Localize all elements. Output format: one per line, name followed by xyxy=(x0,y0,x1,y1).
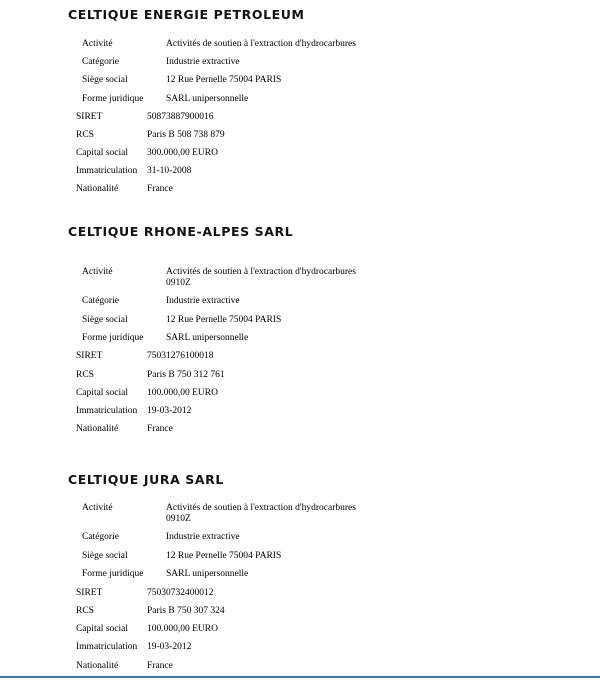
value-immatriculation: 31-10-2008 xyxy=(147,166,192,176)
value-activite-code: 0910Z xyxy=(166,278,191,288)
value-immatriculation: 19-03-2012 xyxy=(147,406,192,416)
label-forme: Forme juridique xyxy=(82,569,144,579)
company-name: CELTIQUE ENERGIE PETROLEUM xyxy=(68,7,305,22)
value-categorie: Industrie extractive xyxy=(166,532,240,542)
label-categorie: Catégorie xyxy=(82,532,119,542)
value-capital: 100.000,00 EURO xyxy=(147,388,218,398)
label-nationalite: Nationalité xyxy=(76,661,119,671)
label-siege: Siège social xyxy=(82,551,128,561)
value-categorie: Industrie extractive xyxy=(166,296,240,306)
value-nationalite: France xyxy=(147,184,173,194)
label-rcs: RCS xyxy=(76,606,94,616)
value-siret: 50873887900016 xyxy=(147,112,214,122)
label-immatriculation: Immatriculation xyxy=(76,642,138,652)
value-nationalite: France xyxy=(147,424,173,434)
company-name: CELTIQUE RHONE-ALPES SARL xyxy=(68,224,294,239)
label-siege: Siège social xyxy=(82,75,128,85)
value-nationalite: France xyxy=(147,661,173,671)
bottom-rule xyxy=(0,676,600,678)
value-siege: 12 Rue Pernelle 75004 PARIS xyxy=(166,75,282,85)
label-capital: Capital social xyxy=(76,624,128,634)
label-siege: Siège social xyxy=(82,315,128,325)
value-capital: 300.000,00 EURO xyxy=(147,148,218,158)
label-activite: Activité xyxy=(82,503,113,513)
label-rcs: RCS xyxy=(76,130,94,140)
value-activite: Activités de soutien à l'extraction d'hydrocarbures xyxy=(166,267,356,277)
value-siret: 75031276100018 xyxy=(147,351,214,361)
label-nationalite: Nationalité xyxy=(76,424,119,434)
label-categorie: Catégorie xyxy=(82,57,119,67)
label-rcs: RCS xyxy=(76,370,94,380)
label-nationalite: Nationalité xyxy=(76,184,119,194)
label-forme: Forme juridique xyxy=(82,94,144,104)
value-immatriculation: 19-03-2012 xyxy=(147,642,192,652)
value-forme: SARL unipersonnelle xyxy=(166,94,249,104)
value-forme: SARL unipersonnelle xyxy=(166,569,249,579)
label-capital: Capital social xyxy=(76,148,128,158)
label-activite: Activité xyxy=(82,267,113,277)
label-activite: Activité xyxy=(82,39,113,49)
value-siege: 12 Rue Pernelle 75004 PARIS xyxy=(166,551,282,561)
value-capital: 100.000,00 EURO xyxy=(147,624,218,634)
value-rcs: Paris B 750 312 761 xyxy=(147,370,225,380)
value-categorie: Industrie extractive xyxy=(166,57,240,67)
value-activite: Activités de soutien à l'extraction d'hydrocarbures xyxy=(166,39,356,49)
value-rcs: Paris B 750 307 324 xyxy=(147,606,225,616)
label-siret: SIRET xyxy=(76,351,103,361)
label-siret: SIRET xyxy=(76,588,103,598)
label-categorie: Catégorie xyxy=(82,296,119,306)
value-rcs: Paris B 508 738 879 xyxy=(147,130,225,140)
value-siret: 75030732400012 xyxy=(147,588,214,598)
label-immatriculation: Immatriculation xyxy=(76,166,138,176)
value-siege: 12 Rue Pernelle 75004 PARIS xyxy=(166,315,282,325)
label-forme: Forme juridique xyxy=(82,333,144,343)
label-capital: Capital social xyxy=(76,388,128,398)
value-activite-code: 0910Z xyxy=(166,514,191,524)
company-name: CELTIQUE JURA SARL xyxy=(68,472,224,487)
value-activite: Activités de soutien à l'extraction d'hydrocarbures xyxy=(166,503,356,513)
label-immatriculation: Immatriculation xyxy=(76,406,138,416)
value-forme: SARL unipersonnelle xyxy=(166,333,249,343)
label-siret: SIRET xyxy=(76,112,103,122)
